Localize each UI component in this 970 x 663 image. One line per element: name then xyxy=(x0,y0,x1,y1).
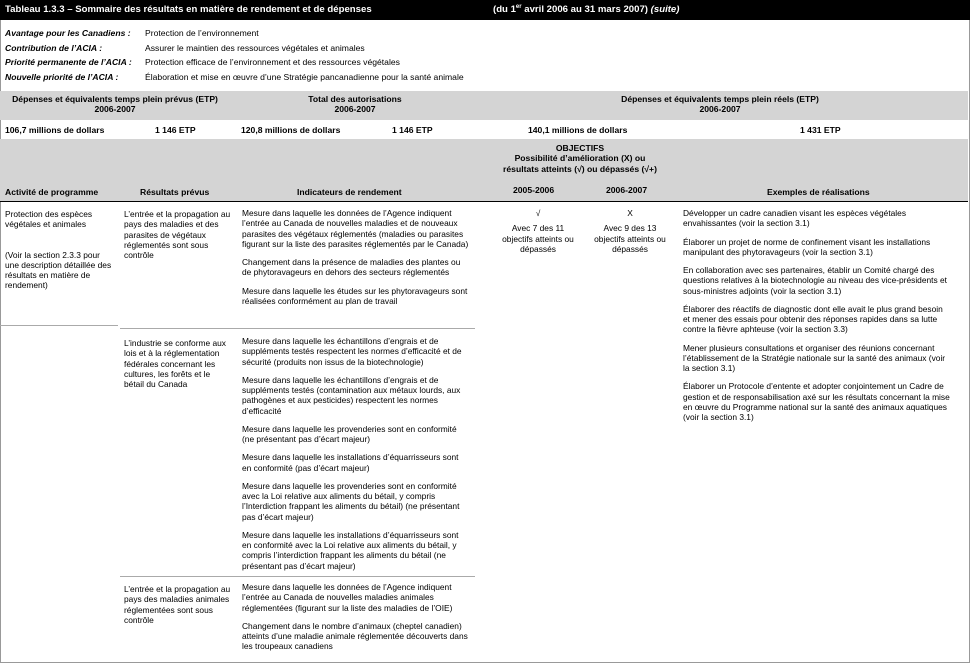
example-item: En collaboration avec ses partenaires, établir un Comité chargé des questions relatives à la biotechnologie au niveau des vice-présidents et sous-ministres adjoints (voir la section 3.1) xyxy=(683,265,947,296)
meta-label: Avantage pour les Canadiens : xyxy=(5,28,131,38)
indicator-item: Mesure dans laquelle les données de l’Agence indiquent l’entrée au Canada de nouvelles maladies animales réglementées (figurant sur la liste des maladies de l’OIE) xyxy=(242,582,453,613)
example-item: Élaborer des réactifs de diagnostic dont elle avait le plus grand besoin et mener des essais pour obtenir des réponses rapides dans sa lutte contre la fièvre aphteuse (voir la section 3.3) xyxy=(683,303,943,335)
col-2006: 2006-2007 xyxy=(606,185,648,195)
indicator-item: Mesure dans laquelle les études sur les phytoravageurs sont réalisées conformément au plan de travail xyxy=(242,285,468,306)
indicator-item: Mesure dans laquelle les installations d’équarrisseurs sont en conformité (pas d’écart majeur) xyxy=(242,452,459,473)
indicator-item: Mesure dans laquelle les échantillons d’engrais et de suppléments testés (contamination aux métaux lourds, aux pathogènes et aux pesticides) respectent les normes d’efficacité xyxy=(242,374,461,416)
result-item: L’entrée et la propagation au pays des maladies et des parasites de végétaux réglementés sont sous contrôle xyxy=(124,209,231,260)
actual-year: 2006-2007 xyxy=(699,104,741,115)
result-item: L’entrée et la propagation au pays des maladies animales réglementées sont sous contrôle xyxy=(124,584,231,625)
result-2006-text: Avec 9 des 13 objectifs atteints ou dépassés xyxy=(594,223,666,254)
meta-label: Priorité permanente de l’ACIA : xyxy=(5,57,132,67)
result-item: L’industrie se conforme aux lois et à la réglementation fédérales concernant les cultures, les forêts et le bétail du Canada xyxy=(124,338,226,389)
period-suffix: (suite) xyxy=(650,4,680,16)
indicators-cell xyxy=(242,208,470,314)
auth-year: 2006-2007 xyxy=(334,104,376,115)
table-period xyxy=(493,4,679,16)
meta-label: Nouvelle priorité de l’ACIA : xyxy=(5,72,119,82)
indicator-item: Mesure dans laquelle les provenderies sont en conformité (ne présentant pas d’écart majeur) xyxy=(242,423,457,444)
activity-note: (Voir la section 2.3.3 pour une description détaillée des résultats en matière de rendement) xyxy=(5,249,112,291)
example-item: Mener plusieurs consultations et organiser des réunions concernant l’établissement de la Stratégie nationale sur la santé des animaux (voir la section 3.1) xyxy=(683,342,946,373)
result-2005-mark: √ xyxy=(535,208,541,218)
table-title: Tableau 1.3.3 – Sommaire des résultats en matière de rendement et de dépenses xyxy=(5,4,372,15)
period-start: (du 1 xyxy=(493,4,516,16)
example-item: Développer un cadre canadien visant les espèces végétales envahissantes (voir la section 3.1) xyxy=(683,208,907,229)
actual-title: Dépenses et équivalents temps plein réels (ETP) xyxy=(621,94,819,104)
period-superscript: er xyxy=(515,4,522,10)
indicators-cell xyxy=(242,336,470,579)
indicator-item: Mesure dans laquelle les installations d’équarrisseurs sont en conformité avec la Loi relative aux aliments du bétail, y compris l’interdiction frappant les aliments du bétail (ne présentant pas d’écart majeur) xyxy=(242,529,459,571)
actual-fte: 1 431 ETP xyxy=(800,125,841,135)
col-activity: Activité de programme xyxy=(5,187,99,197)
auth-title: Total des autorisations xyxy=(308,94,402,104)
col-2005: 2005-2006 xyxy=(513,185,555,195)
col-results: Résultats prévus xyxy=(140,187,210,197)
planned-amount: 106,7 millions de dollars xyxy=(5,125,105,135)
activity-cell xyxy=(5,209,115,291)
result-2006 xyxy=(588,208,672,254)
auth-fte: 1 146 ETP xyxy=(392,125,433,135)
objectives-line1: Possibilité d’amélioration (X) ou xyxy=(514,153,646,164)
examples-cell xyxy=(683,208,951,430)
col-examples: Exemples de réalisations xyxy=(767,187,870,197)
actual-amount: 140,1 millions de dollars xyxy=(528,125,628,135)
meta-value: Élaboration et mise en œuvre d’une Stratégie pancanadienne pour la santé animale xyxy=(145,72,464,82)
example-item: Élaborer un Protocole d’entente et adopter conjointement un Cadre de gestion et de responsabilisation axé sur les résultats concernant la mise en œuvre du Programme national sur la santé des animaux aquatiques (voir la section 3.1) xyxy=(683,381,950,422)
indicator-item: Changement dans la présence de maladies des plantes ou de phytoravageurs en dehors des secteurs réglementés xyxy=(242,257,461,278)
objectives-line2: résultats atteints (√) ou dépassés (√+) xyxy=(503,163,657,174)
objectives-title: OBJECTIFS xyxy=(555,143,605,153)
meta-label: Contribution de l’ACIA : xyxy=(5,43,103,53)
header-divider xyxy=(0,201,968,202)
result-separator xyxy=(120,328,475,329)
auth-amount: 120,8 millions de dollars xyxy=(241,125,341,135)
planned-heading xyxy=(0,94,230,115)
result-2006-mark: X xyxy=(627,208,633,218)
col-indicators: Indicateurs de rendement xyxy=(297,187,402,197)
result-2005-text: Avec 7 des 11 objectifs atteints ou dépassés xyxy=(502,223,574,254)
actual-heading xyxy=(600,94,840,115)
indicator-item: Changement dans le nombre d’animaux (cheptel canadien) atteints d’une maladie animale réglementée découverts dans les troupeaux canadiens xyxy=(242,620,468,652)
meta-value: Protection de l’environnement xyxy=(145,28,259,38)
activity-separator xyxy=(0,325,118,326)
activity-name: Protection des espèces végétales et animales xyxy=(5,209,93,230)
example-item: Élaborer un projet de norme de confinement visant les installations manipulant des phytoravageurs (voir la section 3.1) xyxy=(683,236,931,257)
planned-fte: 1 146 ETP xyxy=(155,125,196,135)
table-title-bar xyxy=(0,0,970,20)
planned-title: Dépenses et équivalents temps plein prévus (ETP) xyxy=(12,94,218,104)
objectives-heading xyxy=(480,143,680,174)
meta-value: Protection efficace de l’environnement et des ressources végétales xyxy=(145,57,400,67)
indicator-item: Mesure dans laquelle les provenderies sont en conformité avec la Loi relative aux aliments du bétail, y compris l’Interdiction frappant les aliments du bétail) (ne présentant pas d’écart majeur) xyxy=(242,480,460,522)
indicator-item: Mesure dans laquelle les échantillons d’engrais et de suppléments testés respectent les normes d’efficacité et de sécurité (produits non issus de la biotechnologie) xyxy=(242,336,462,367)
authorizations-heading xyxy=(245,94,465,115)
planned-year: 2006-2007 xyxy=(94,104,136,115)
period-end: avril 2006 au 31 mars 2007) xyxy=(521,4,651,16)
indicator-item: Mesure dans laquelle les données de l’Agence indiquent l’entrée au Canada de nouvelles maladies et de nouveaux parasites des végétaux réglementés (maladies ou parasites figurant sur la liste des parasites réglementés par le Canada) xyxy=(242,208,469,249)
result-2005 xyxy=(497,208,579,254)
meta-value: Assurer le maintien des ressources végétales et animales xyxy=(145,43,365,53)
indicators-cell xyxy=(242,582,470,660)
